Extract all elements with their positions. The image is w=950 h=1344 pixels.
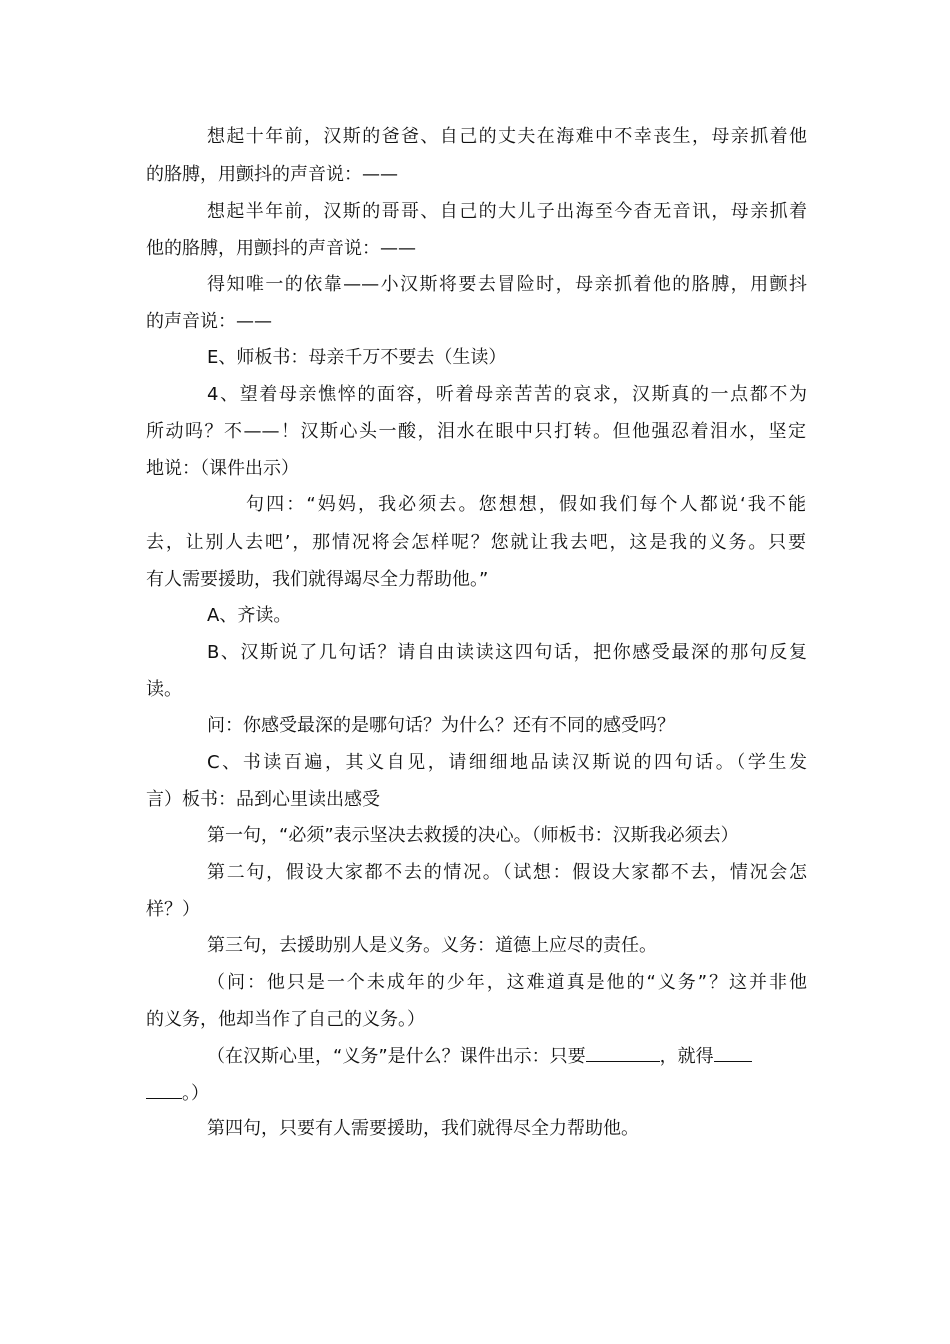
text-line: 第四句，只要有人需要援助，我们就得尽全力帮助他。 (207, 1118, 639, 1139)
fill-in-line (207, 1043, 807, 1069)
text-line: 读。 (146, 679, 182, 700)
text-line: （问：他只是一个未成年的少年，这难道真是他的“义务”？这并非他 (207, 972, 807, 993)
text-line: 句四：“妈妈，我必须去。您想想，假如我们每个人都说‘我不能 (246, 494, 806, 515)
text-line: 得知唯一的依靠——小汉斯将要去冒险时，母亲抓着他的胳膊，用颤抖 (207, 274, 807, 295)
text-line: 所动吗？不——！汉斯心头一酸，泪水在眼中只打转。但他强忍着泪水，坚定 (146, 421, 806, 442)
text-line: 去，让别人去吧’，那情况将会怎样呢？您就让我去吧，这是我的义务。只要 (146, 532, 806, 553)
text-line: 地说：（课件出示） (146, 458, 299, 479)
fill-in-line (146, 1080, 806, 1106)
text-line: 第三句，去援助别人是义务。义务：道德上应尽的责任。 (207, 935, 657, 956)
text-line: 他的胳膊，用颤抖的声音说：—— (146, 238, 416, 259)
text-line: B、汉斯说了几句话？请自由读读这四句话，把你感受最深的那句反复 (207, 642, 807, 663)
text-line: 想起半年前，汉斯的哥哥、自己的大儿子出海至今杳无音讯，母亲抓着 (207, 201, 807, 222)
text-line: C、书读百遍，其义自见，请细细地品读汉斯说的四句话。（学生发 (207, 752, 807, 773)
text-line: 问：你感受最深的是哪句话？为什么？还有不同的感受吗？ (207, 715, 675, 736)
text-line: 想起十年前，汉斯的爸爸、自己的丈夫在海难中不幸丧生，母亲抓着他 (207, 126, 807, 147)
text-segment: ，就得 (659, 1046, 714, 1067)
text-line: A、齐读。 (207, 605, 292, 626)
text-line: E、师板书：母亲千万不要去（生读） (207, 347, 507, 368)
blank-underline (714, 1043, 752, 1062)
text-line: 言）板书：品到心里读出感受 (146, 789, 380, 810)
text-line: 的胳膊，用颤抖的声音说：—— (146, 164, 398, 185)
blank-underline (146, 1080, 182, 1099)
text-line: 4、望着母亲憔悴的面容，听着母亲苦苦的哀求，汉斯真的一点都不为 (207, 384, 807, 405)
text-segment: 。） (182, 1083, 209, 1104)
text-line: 第二句，假设大家都不去的情况。（试想：假设大家都不去，情况会怎 (207, 862, 807, 883)
text-line: 样？） (146, 899, 200, 920)
text-line: 第一句，“必须”表示坚决去救援的决心。（师板书：汉斯我必须去） (207, 825, 739, 846)
text-line: 的义务，他却当作了自己的义务。） (146, 1009, 425, 1030)
text-line: 有人需要援助，我们就得竭尽全力帮助他。” (146, 569, 489, 590)
text-line: 的声音说：—— (146, 311, 272, 332)
text-segment: （在汉斯心里，“义务”是什么？课件出示：只要 (207, 1046, 586, 1067)
blank-underline (586, 1043, 660, 1062)
